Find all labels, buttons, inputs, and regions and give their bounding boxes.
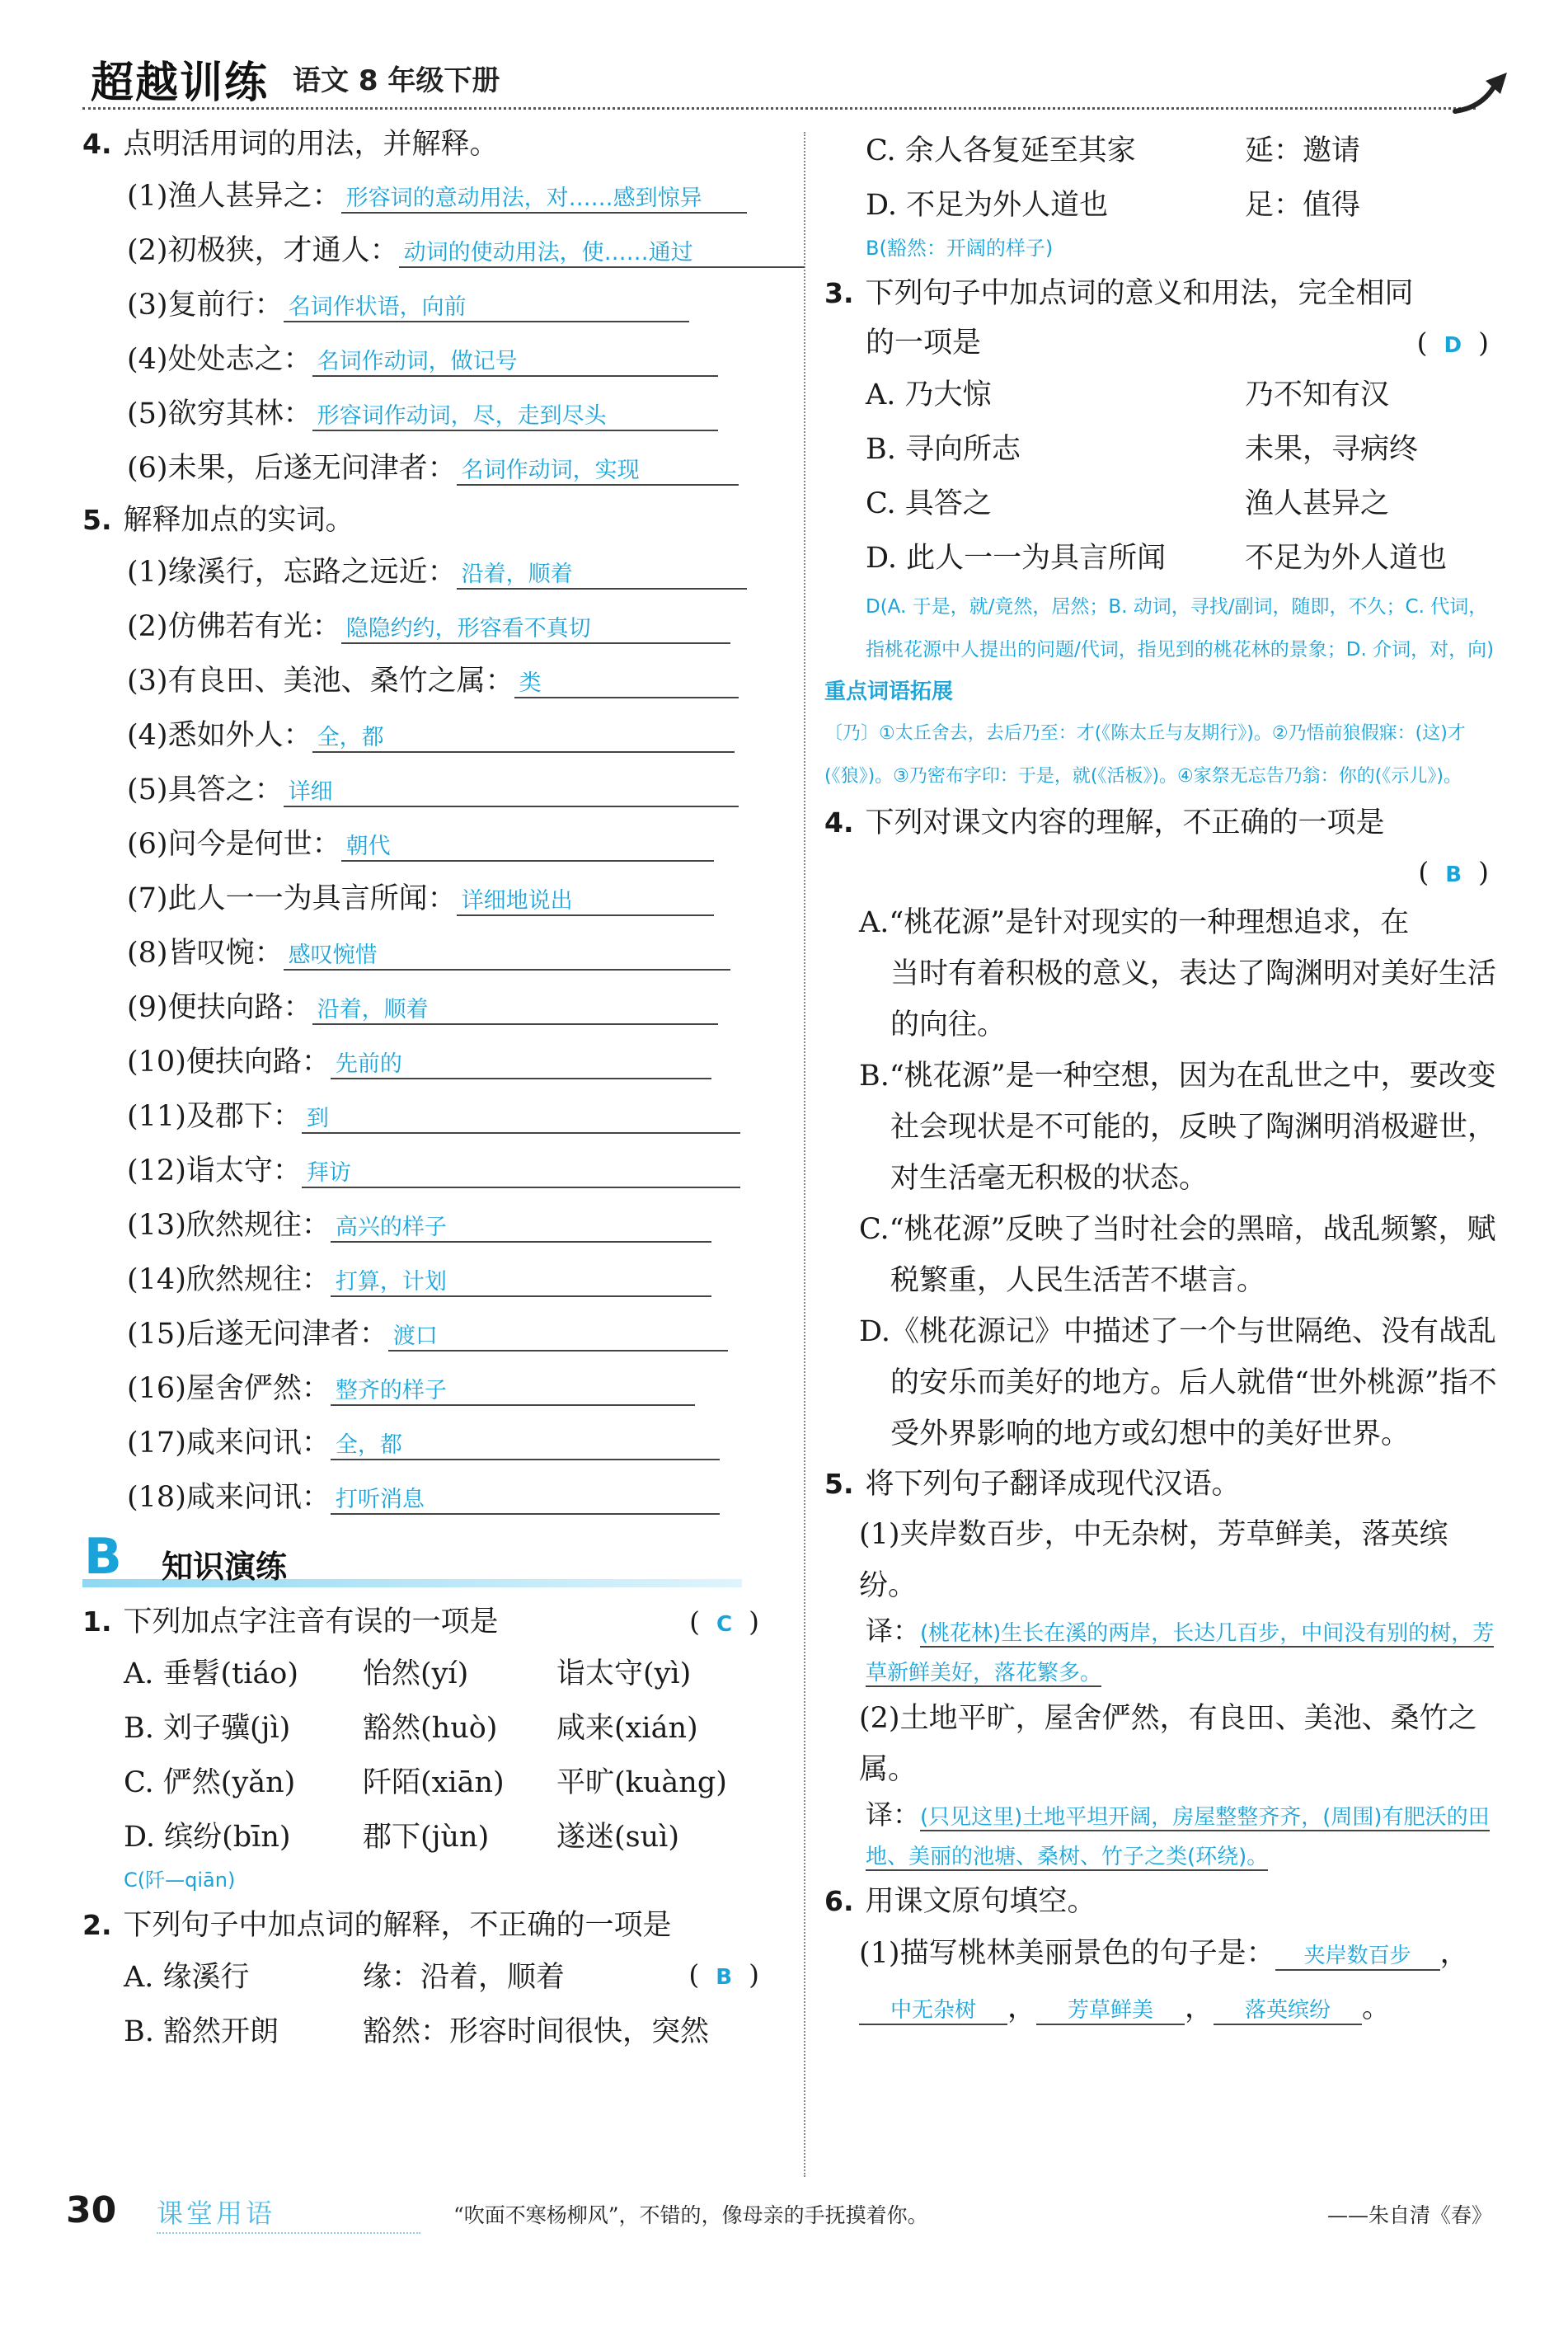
list-item: (2)仿佛若有光： 隐隐约约，形容看不真切 bbox=[82, 599, 771, 654]
b-question-2-continued bbox=[824, 124, 1500, 264]
list-item: (11)及郡下： 到 bbox=[82, 1089, 771, 1144]
question-number: 1. bbox=[82, 1605, 112, 1638]
option-row: C. 具答之 渔人甚异之 bbox=[866, 487, 1390, 520]
answer-line: 高兴的样子 bbox=[331, 1215, 711, 1243]
answer-line: 名词作动词，做记号 bbox=[312, 349, 718, 377]
option-paragraph: A.“桃花源”是针对现实的一种理想追求，在当时有着积极的意义，表达了陶渊明对美好生活的向往。 bbox=[859, 906, 1497, 1041]
list-item: (3)复前行： 名词作状语，向前 bbox=[82, 278, 771, 332]
list-item: (4)悉如外人： 全，都 bbox=[82, 708, 771, 763]
fill-prompt: (1)描写桃林美丽景色的句子是： 夹岸数百步 ， bbox=[859, 1937, 1469, 1970]
list-item: (8)皆叹惋： 感叹惋惜 bbox=[82, 926, 771, 980]
option-paragraph: D.《桃花源记》中描述了一个与世隔绝、没有战乱的安乐而美好的地方。后人就借“世外桃源”指不受外界影响的地方或幻想中的美好世界。 bbox=[859, 1315, 1497, 1450]
sentence-to-translate: (1)夹岸数百步，中无杂树，芳草鲜美，落英缤纷。 bbox=[859, 1518, 1448, 1602]
b-question-4 bbox=[824, 798, 1500, 1460]
page-number: 30 bbox=[66, 2189, 117, 2231]
answer-line: 全，都 bbox=[331, 1432, 720, 1460]
question-number: 3. bbox=[824, 277, 854, 309]
question-title: 下列句子中加点词的意义和用法，完全相同 bbox=[865, 277, 1414, 310]
answer-line: 名词作动词，实现 bbox=[457, 458, 739, 486]
question-title: 解释加点的实词。 bbox=[123, 504, 354, 537]
footer-source: ——朱自清《春》 bbox=[1326, 2203, 1492, 2227]
question-4 bbox=[82, 120, 771, 496]
answer-line: 渡口 bbox=[388, 1323, 728, 1352]
left-column bbox=[82, 120, 771, 2059]
question-number: 6. bbox=[824, 1885, 854, 1917]
answer-line: 动词的使动用法，使……通过 bbox=[399, 240, 805, 268]
question-number: 5. bbox=[824, 1468, 854, 1500]
b-question-5 bbox=[824, 1460, 1500, 1877]
header-divider bbox=[82, 107, 1476, 110]
list-item: (16)屋舍俨然： 整齐的样子 bbox=[82, 1361, 771, 1416]
translation-answer: 译：(桃花林)生长在溪的两岸，长达几百步，中间没有别的树，芳草新鲜美好，落花繁多。 bbox=[866, 1615, 1495, 1685]
answer-line: 到 bbox=[302, 1106, 740, 1134]
answer-line: 打听消息 bbox=[331, 1487, 720, 1515]
section-b-header bbox=[82, 1528, 771, 1592]
fill-blank: 芳草鲜美 bbox=[1036, 1997, 1185, 2025]
fill-row: 中无杂树 ， 芳草鲜美 ， 落英缤纷 。 bbox=[824, 1981, 1500, 2035]
list-item: (3)有良田、美池、桑竹之属： 类 bbox=[82, 654, 771, 708]
answer-line: 拜访 bbox=[302, 1160, 740, 1188]
question-number: 5. bbox=[82, 504, 112, 536]
option-paragraph: B.“桃花源”是一种空想，因为在乱世之中，要改变社会现状是不可能的，反映了陶渊明消极避世，对生活毫无积极的状态。 bbox=[859, 1060, 1497, 1195]
option-row: B. 寻向所志 未果，寻病终 bbox=[866, 433, 1419, 466]
option-paragraph: C.“桃花源”反映了当时社会的黑暗，战乱频繁，赋税繁重，人民生活苦不堪言。 bbox=[859, 1213, 1496, 1297]
list-item: (13)欣然规往： 高兴的样子 bbox=[82, 1198, 771, 1253]
answer-note: B(豁然：开阔的样子) bbox=[866, 237, 1054, 260]
answer-note: C(阡—qiān) bbox=[124, 1869, 236, 1892]
column-divider bbox=[804, 132, 805, 2177]
list-item: (4)处处志之： 名词作动词，做记号 bbox=[82, 332, 771, 387]
list-item: (9)便扶向路： 沿着，顺着 bbox=[82, 980, 771, 1035]
question-title: 下列句子中加点词的解释，不正确的一项是 bbox=[123, 1909, 672, 1942]
answer-bracket: ( B ) bbox=[688, 1958, 759, 1991]
answer-line: 先前的 bbox=[331, 1051, 711, 1079]
list-item: (7)此人一一为具言所闻： 详细地说出 bbox=[82, 872, 771, 926]
question-title: 将下列句子翻译成现代汉语。 bbox=[865, 1468, 1241, 1501]
sentence-to-translate: (2)土地平旷，屋舍俨然，有良田、美池、桑竹之属。 bbox=[859, 1702, 1477, 1786]
page-footer bbox=[66, 2181, 1517, 2280]
list-item: (12)诣太守： 拜访 bbox=[82, 1144, 771, 1198]
footer-dotted-line bbox=[157, 2232, 420, 2234]
option-row: B. 豁然开朗 豁然：形容时间很快，突然 bbox=[124, 2015, 710, 2048]
answer-bracket: ( D ) bbox=[1416, 327, 1489, 359]
subject-title: 语文 8 年级下册 bbox=[293, 64, 500, 97]
question-number: 4. bbox=[82, 128, 112, 160]
option-row: B. 刘子骥(jì) 豁然(huò) 咸来(xián) bbox=[124, 1712, 698, 1745]
option-row: D. 此人一一为具言所闻 不足为外人道也 bbox=[866, 542, 1448, 575]
b-question-2 bbox=[82, 1901, 771, 2059]
list-item: (14)欣然规往： 打算，计划 bbox=[82, 1253, 771, 1307]
option-row: D. 不足为外人道也 足：值得 bbox=[866, 189, 1361, 222]
b-question-6 bbox=[824, 1877, 1500, 2035]
answer-line: 全，都 bbox=[312, 725, 735, 753]
fill-blank: 中无杂树 bbox=[859, 1997, 1007, 2025]
answer-line: 形容词的意动用法，对……感到惊异 bbox=[341, 186, 747, 214]
option-row: A. 缘溪行 缘：沿着，顺着 bbox=[124, 1961, 566, 1994]
list-item: (15)后遂无问津者： 渡口 bbox=[82, 1307, 771, 1361]
keyword-text: 〔乃〕①太丘舍去，去后乃至：才(《陈太丘与友期行》)。②乃悟前狼假寐：(这)才(《狼》)。③乃密布字印：于是，就(《活板》)。④家祭无忘告乃翁：你的(《示儿》)。 bbox=[824, 723, 1466, 787]
question-title: 下列对课文内容的理解，不正确的一项是 bbox=[865, 806, 1385, 839]
question-number: 2. bbox=[82, 1909, 112, 1941]
brand-title: 超越训练 bbox=[91, 59, 270, 108]
fill-blank: 落英缤纷 bbox=[1214, 1997, 1362, 2025]
option-row: D. 缤纷(bīn) 郡下(jùn) 遂迷(suì) bbox=[124, 1821, 680, 1854]
answer-line: 沿着，顺着 bbox=[457, 562, 747, 590]
list-item: (6)问今是何世： 朝代 bbox=[82, 817, 771, 872]
answer-bracket: ( B ) bbox=[1418, 856, 1489, 888]
answer-line: 形容词作动词，尽，走到尽头 bbox=[312, 403, 718, 431]
keyword-title: 重点词语拓展 bbox=[824, 679, 954, 704]
right-column bbox=[824, 124, 1500, 2035]
list-item: (5)具答之： 详细 bbox=[82, 763, 771, 817]
page-header bbox=[82, 33, 1517, 115]
option-row: C. 俨然(yǎn) 阡陌(xiān) 平旷(kuàng) bbox=[124, 1766, 727, 1799]
b-question-1 bbox=[82, 1597, 771, 1896]
question-number: 4. bbox=[824, 806, 854, 839]
answer-line: 详细地说出 bbox=[457, 888, 714, 916]
question-title: 点明活用词的用法，并解释。 bbox=[123, 128, 499, 161]
footer-quote: “吹面不寒杨柳风”，不错的，像母亲的手抚摸着你。 bbox=[453, 2203, 928, 2227]
answer-line: 沿着，顺着 bbox=[312, 997, 718, 1025]
list-item: (5)欲穷其林： 形容词作动词，尽，走到尽头 bbox=[82, 387, 771, 441]
footer-section-label: 课堂用语 bbox=[157, 2198, 276, 2229]
translation-answer: 译：(只见这里)土地平坦开阔，房屋整整齐齐，(周围)有肥沃的田地、美丽的池塘、桑树、竹子之类(环绕)。 bbox=[866, 1798, 1490, 1869]
answer-line: 感叹惋惜 bbox=[284, 943, 730, 971]
question-5 bbox=[82, 496, 771, 1525]
answer-line: 隐隐约约，形容看不真切 bbox=[341, 616, 730, 644]
list-item: (10)便扶向路： 先前的 bbox=[82, 1035, 771, 1089]
section-title: 知识演练 bbox=[162, 1549, 288, 1585]
question-title: 下列加点字注音有误的一项是 bbox=[123, 1605, 499, 1638]
answer-line: 类 bbox=[514, 670, 739, 698]
list-item: (6)未果，后遂无问津者： 名词作动词，实现 bbox=[82, 441, 771, 496]
answer-line: 整齐的样子 bbox=[331, 1378, 695, 1406]
list-item: (18)咸来问讯： 打听消息 bbox=[82, 1470, 771, 1525]
list-item: (1)渔人甚异之： 形容词的意动用法，对……感到惊异 bbox=[82, 169, 771, 223]
section-letter: B bbox=[84, 1528, 122, 1586]
option-row: A. 乃大惊 乃不知有汉 bbox=[866, 378, 1390, 411]
option-row: A. 垂髫(tiáo) 怡然(yí) 诣太守(yì) bbox=[124, 1657, 692, 1690]
list-item: (2)初极狭，才通人： 动词的使动用法，使……通过 bbox=[82, 223, 771, 278]
answer-bracket: ( C ) bbox=[689, 1605, 759, 1638]
question-title: 用课文原句填空。 bbox=[865, 1885, 1096, 1918]
list-item: (1)缘溪行，忘路之远近： 沿着，顺着 bbox=[82, 545, 771, 599]
b-question-3: 3. 下列句子中加点词的意义和用法，完全相同 的一项是 ( D ) A. 乃大惊 乃不知有汉 B. 寻向所志 未果，寻病终 C. 具答之 渔人甚异之 D. 此人一一为具言所闻 不足为外人道也 D(A. 于是，就/竟然，居然；B. 动词，寻找/副词，随即，不久；C. 代词，指桃花源中人提出的问题/代词，指见到的桃花林的景象；D. 介词，对，向) bbox=[824, 269, 1500, 671]
fill-blank: 夹岸数百步 bbox=[1275, 1943, 1440, 1971]
answer-line: 朝代 bbox=[341, 834, 714, 862]
answer-line: 名词作状语，向前 bbox=[284, 294, 689, 322]
answer-note: D(A. 于是，就/竟然，居然；B. 动词，寻找/副词，随即，不久；C. 代词，指桃花源中人提出的问题/代词，指见到的桃花林的景象；D. 介词，对，向) bbox=[866, 596, 1495, 660]
answer-line: 打算，计划 bbox=[331, 1269, 711, 1297]
swoosh-arrow-icon bbox=[1451, 66, 1517, 115]
keyword-expansion bbox=[824, 671, 1500, 798]
list-item: (17)咸来问讯： 全，都 bbox=[82, 1416, 771, 1470]
option-row: C. 余人各复延至其家 延：邀请 bbox=[866, 134, 1361, 167]
answer-line: 详细 bbox=[284, 779, 739, 807]
